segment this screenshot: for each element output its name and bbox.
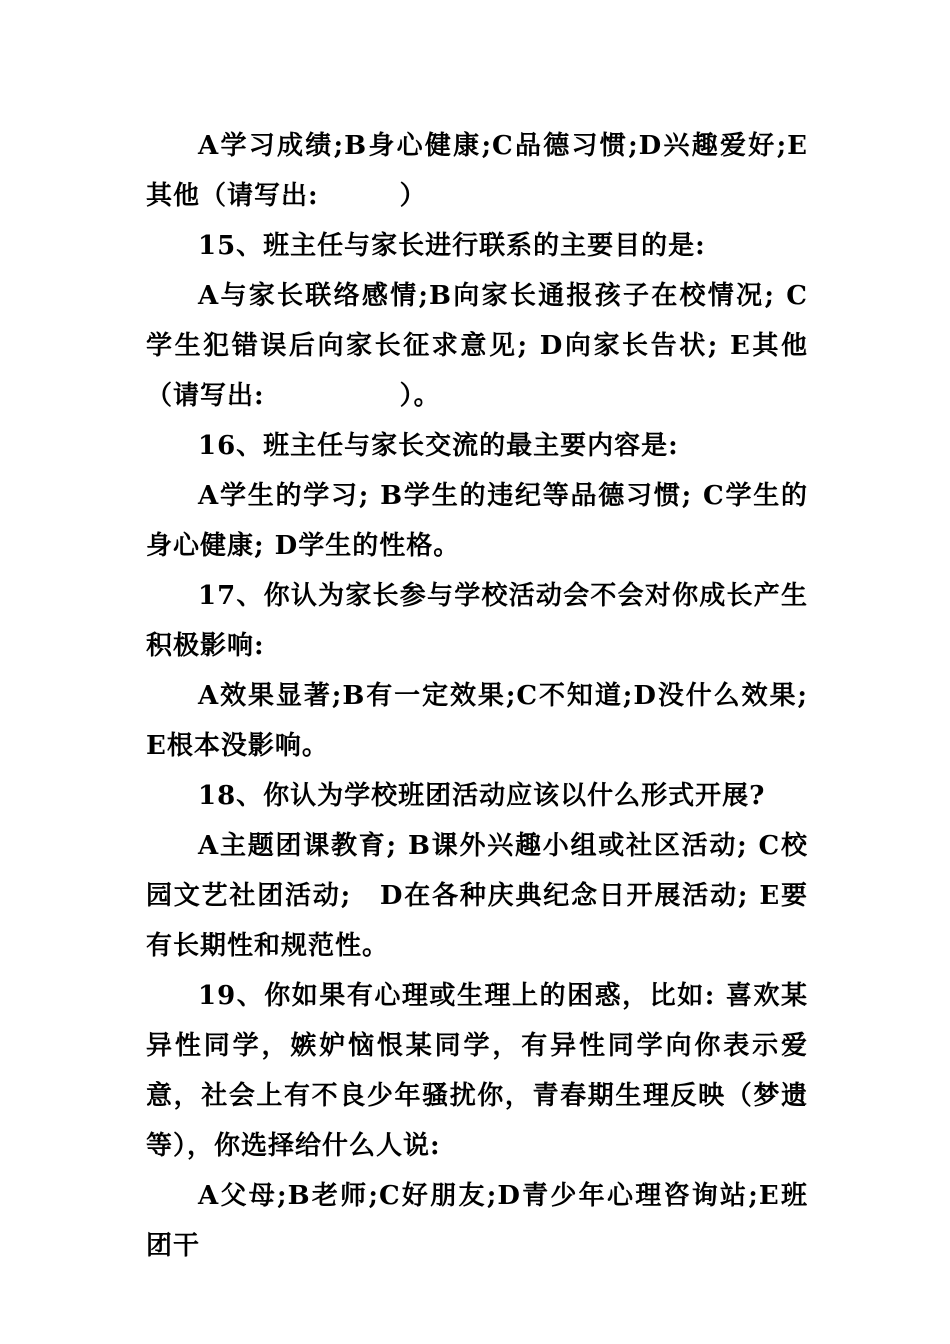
answer-options-19: A父母;B老师;C好朋友;D青少年心理咨询站;E班团干 xyxy=(146,1181,808,1261)
question-18: 18、你认为学校班团活动应该以什么形式开展? xyxy=(198,781,766,811)
answer-options-14: A学习成绩;B身心健康;C品德习惯;D兴趣爱好;E其他（请写出: ） xyxy=(146,131,808,211)
answer-options-16: A学生的学习; B学生的违纪等品德习惯; C学生的身心健康; D学生的性格。 xyxy=(146,481,808,561)
document-page xyxy=(146,121,808,1271)
answer-options-15: A与家长联络感情;B向家长通报孩子在校情况; C学生犯错误后向家长征求意见; D向家长告状; E其他（请写出: ）。 xyxy=(146,281,808,411)
question-16: 16、班主任与家长交流的最主要内容是: xyxy=(198,431,679,461)
question-17: 17、你认为家长参与学校活动会不会对你成长产生积极影响: xyxy=(146,581,808,661)
question-15: 15、班主任与家长进行联系的主要目的是: xyxy=(198,231,706,261)
answer-options-17: A效果显著;B有一定效果;C不知道;D没什么效果;E根本没影响。 xyxy=(146,681,808,761)
question-19: 19、你如果有心理或生理上的困惑，比如: 喜欢某异性同学，嫉妒恼恨某同学，有异性同学向你表示爱意，社会上有不良少年骚扰你，青春期生理反映（梦遗等），你选择给什么人说: xyxy=(146,981,808,1161)
answer-options-18: A主题团课教育; B课外兴趣小组或社区活动; C校园文艺社团活动; D在各种庆典纪念日开展活动; E要有长期性和规范性。 xyxy=(146,831,808,961)
